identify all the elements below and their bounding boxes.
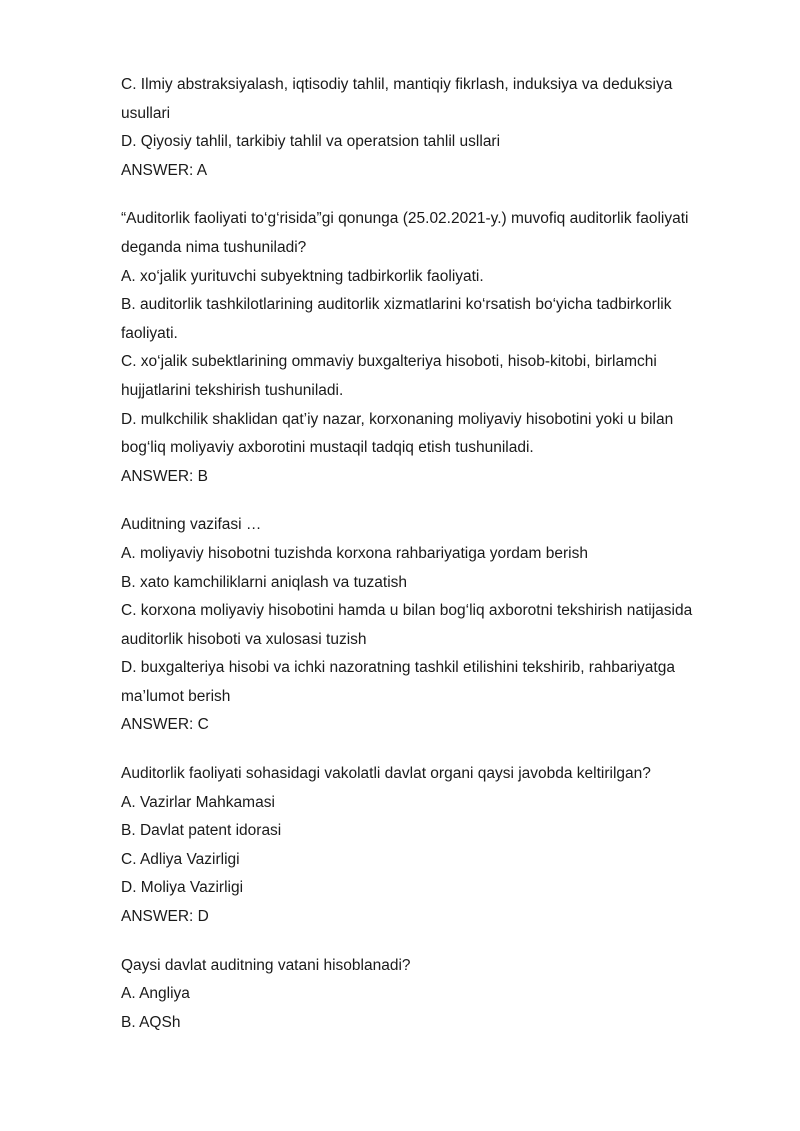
answer-option-text: faoliyati. [121,324,178,342]
answer-key: ANSWER: A [121,161,208,179]
block-spacer [121,185,721,205]
answer-option-text: C. xo‘jalik subektlarining ommaviy buxgalteriya hisoboti, hisob-kitobi, birlamchi [121,353,657,371]
answer-option-text: B. auditorlik tashkilotlarining auditorlik xizmatlarini ko‘rsatish bo‘yicha tadbirkorlik [121,296,672,314]
answer-option-text: A. xo‘jalik yurituvchi subyektning tadbirkorlik faoliyati. [121,267,484,285]
question-text: Qaysi davlat auditning vatani hisoblanadi? [121,956,411,974]
document-page [121,71,721,1037]
question-text: Auditorlik faoliyati sohasidagi vakolatli davlat organi qaysi javobda keltirilgan? [121,765,651,783]
answer-option-text: bog‘liq moliyaviy axborotini mustaqil tadqiq etish tushuniladi. [121,439,534,457]
answer-key: ANSWER: D [121,908,209,926]
answer-option-text: hujjatlarini tekshirish tushuniladi. [121,381,344,399]
question-block [121,760,721,932]
question-block [121,205,721,491]
block-spacer [121,491,721,511]
question-text: deganda nima tushuniladi? [121,238,307,256]
answer-option-text: D. buxgalteriya hisobi va ichki nazoratning tashkil etilishini tekshirib, rahbariyatga [121,659,675,677]
answer-option-text: usullari [121,104,171,122]
answer-option-text: ma’lumot berish [121,687,231,705]
answer-option-text: A. Angliya [121,985,190,1003]
answer-option-text: D. Qiyosiy tahlil, tarkibiy tahlil va operatsion tahlil usllari [121,133,501,151]
answer-key: ANSWER: B [121,467,208,485]
answer-option-text: B. AQSh [121,1013,181,1031]
answer-option-text: A. moliyaviy hisobotni tuzishda korxona rahbariyatiga yordam berish [121,544,588,562]
answer-option-text: D. Moliya Vazirligi [121,879,244,897]
answer-option-text: B. xato kamchiliklarni aniqlash va tuzatish [121,573,408,591]
question-text: “Auditorlik faoliyati to‘g‘risida”gi qonunga (25.02.2021-y.) muvofiq auditorlik faoliyati [121,210,689,228]
answer-option-text: A. Vazirlar Mahkamasi [121,793,275,811]
answer-option-text: C. Ilmiy abstraksiyalash, iqtisodiy tahlil, mantiqiy fikrlash, induksiya va deduksiya [121,76,673,93]
block-spacer [121,740,721,760]
question-block [121,952,721,1038]
answer-option-text: auditorlik hisoboti va xulosasi tuzish [121,630,367,648]
question-block [121,511,721,740]
answer-option-text: C. korxona moliyaviy hisobotini hamda u bilan bog‘liq axborotni tekshirish natijasida [121,602,693,620]
answer-option-text: D. mulkchilik shaklidan qat’iy nazar, korxonaning moliyaviy hisobotini yoki u bilan [121,410,674,428]
question-text: Auditning vazifasi … [121,516,262,534]
block-spacer [121,932,721,952]
answer-key: ANSWER: C [121,716,209,734]
question-block [121,71,721,185]
answer-option-text: B. Davlat patent idorasi [121,822,282,840]
answer-option-text: C. Adliya Vazirligi [121,850,240,868]
